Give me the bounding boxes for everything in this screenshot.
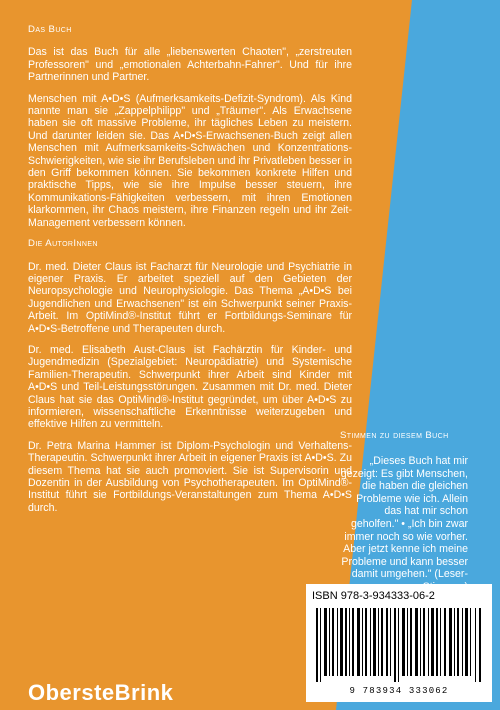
barcode-graphic <box>316 608 482 682</box>
publisher-logo <box>28 680 173 706</box>
main-text-column <box>28 24 352 523</box>
section-heading-authors: Die AutorInnen <box>28 238 98 250</box>
testimonials-text: „Dieses Buch hat mir gezeigt: Es gibt Menschen, die haben die gleichen Probleme wie ich. Allein das hat mir schon geholfen." • „Ich bin zwar immer noch so wie vorher. Aber jetzt kenne ich meine Probleme und kann besser damit umgehen." (Leser- <box>340 455 468 581</box>
isbn-label: ISBN 978-3-934333-06-2 <box>312 590 435 602</box>
isbn-barcode-box <box>306 584 492 702</box>
publisher-logo-part1: Oberste <box>28 680 115 705</box>
author-paragraph-petra-hammer: Dr. Petra Marina Hammer ist Diplom-Psychologin und Verhaltens-Therapeutin. Schwerpunkt ihrer Arbeit in eigener Praxis ist A•D•S. Zu diesem Thema hat sie auch promoviert. Sie ist Supervisorin und Dozentin in der Ausbildung von Psychotherapeuten. Im OptiMind®-Institut führt sie Fortbildungs-Veranstaltungen zum Thema A•D•S durch. <box>28 439 352 514</box>
publisher-logo-part2: Brink <box>114 680 174 705</box>
barcode-digits: 9 783934 333062 <box>349 686 449 696</box>
book-description-paragraph: Menschen mit A•D•S (Aufmerksamkeits-Defizit-Syndrom). Als Kind nannte man sie „Zappelphilipp" und „Träumer". Als Erwachsene haben sie oft massive Probleme, ihr tägliches Leben zu meistern. Und darunter leiden sie. Das A•D•S-Erwachsenen-Buch zeigt allen Menschen mit Aufmerksamkeits-Schwächen und Konzentrations-Schwierigkeiten, wie sie ihr Berufsleben und ihr Privatleben besser in den Griff bekommen können. Sie bekommen konkrete Hilfen und praktische Tipps, wie sie ihre Impulse besser steuern, ihre Kommunikations-Fähigkeiten verbessern, mit ihren Emotionen klarkommen, ihr Chaos meistern, ihre Finanzen regeln und ihr Zeit-Management verbessern können. <box>28 92 352 229</box>
book-intro-paragraph: Das ist das Buch für alle „liebenswerten Chaoten", „zerstreuten Professoren" und „emotionalen Achterbahn-Fahrer". Und für ihre Partnerinnen und Partner. <box>28 46 352 84</box>
author-paragraph-elisabeth-aust-claus: Dr. med. Elisabeth Aust-Claus ist Fachärztin für Kinder- und Jugendmedizin (Spezialgebiet: Neuropädiatrie) und Systemische Familien-Therapeutin. Schwerpunkt ihrer Arbeit sind Kinder mit A•D•S und Teil-Leistungsstörungen. Zusammen mit Dr. med. Dieter Claus hat sie das OptiMind®-Institut gegründet, um über A•D•S zu informieren, wissenschaftliche Erkenntnisse weiterzugeben und effektive Hilfen zu vermitteln. <box>28 343 352 431</box>
author-paragraph-dieter-claus: Dr. med. Dieter Claus ist Facharzt für Neurologie und Psychiatrie in eigener Praxis. Er arbeitet speziell auf den Gebieten der Neuropsychologie und Neurophysiologie. Das Thema „A•D•S bei Jugendlichen und Erwachsenen" ist ein Schwerpunkt seiner Praxis-Arbeit. Im OptiMind®-Institut führt er Fortbildungs-Seminare für A•D•S-Betroffene und Therapeuten durch. <box>28 260 352 335</box>
section-heading-book: Das Buch <box>28 24 72 35</box>
testimonials-heading: Stimmen zu diesem Buch <box>340 430 449 441</box>
testimonials-block <box>340 430 468 594</box>
